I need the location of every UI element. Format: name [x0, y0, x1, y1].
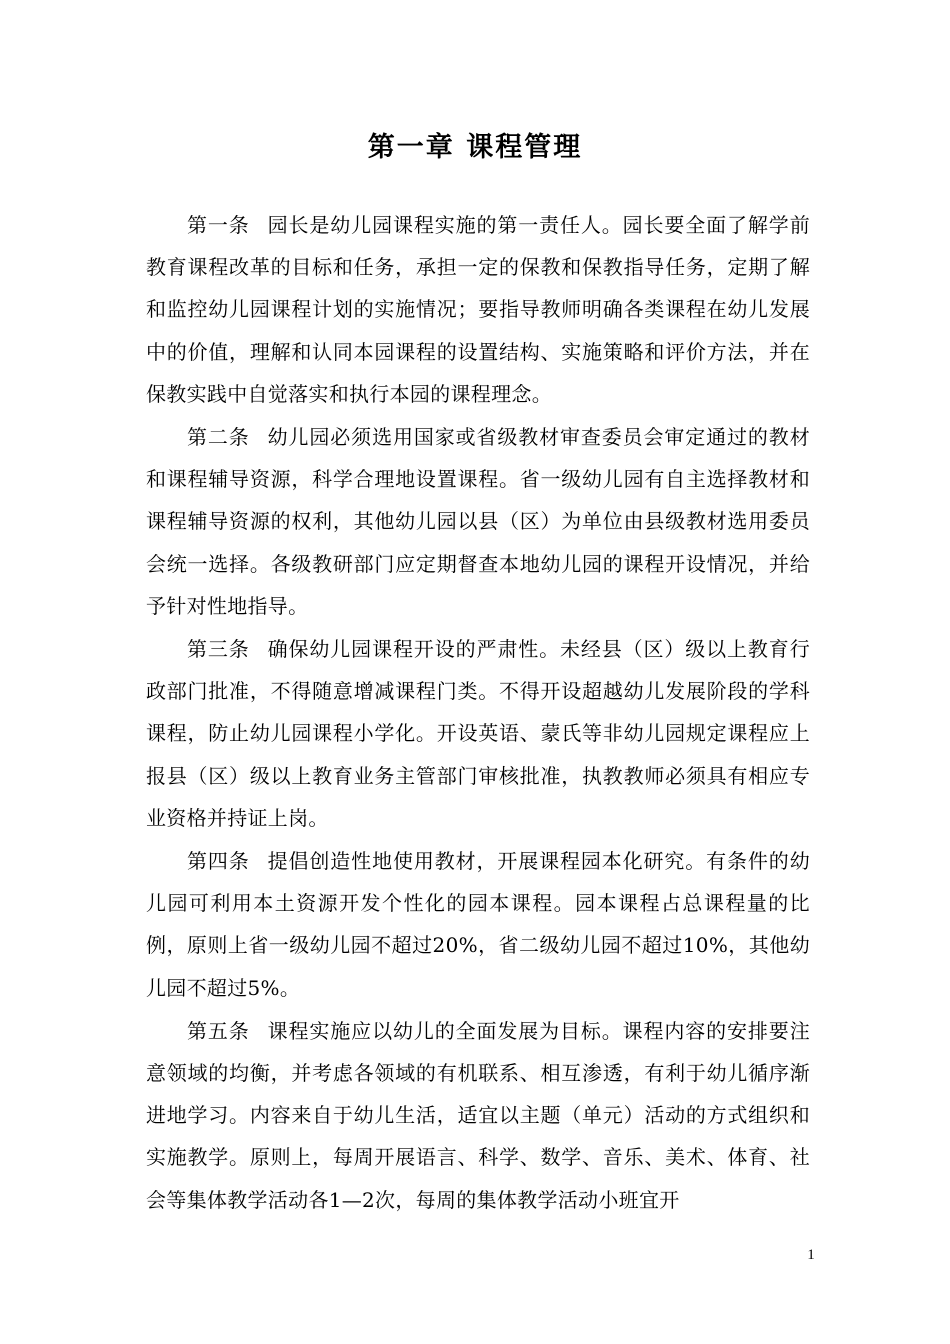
article-label: 第五条	[187, 1018, 250, 1043]
article-text: 幼儿园必须选用国家或省级教材审查委员会审定通过的教材和课程辅导资源，科学合理地设置课程。省一级幼儿园有自主选择教材和课程辅导资源的权利，其他幼儿园以县（区）为单位由县级教材选用委员会统一选择。各级教研部门应定期督查本地幼儿园的课程开设情况，并给予针对性地指导。	[146, 425, 810, 618]
article-label: 第一条	[187, 213, 250, 237]
body-text	[146, 204, 810, 1222]
article-text: 园长是幼儿园课程实施的第一责任人。园长要全面了解学前教育课程改革的目标和任务，承担一定的保教和保教指导任务，定期了解和监控幼儿园课程计划的实施情况；要指导教师明确各类课程在幼儿发展中的价值，理解和认同本园课程的设置结构、实施策略和评价方法，并在保教实践中自觉落实和执行本园的课程理念。	[146, 213, 810, 406]
article-label: 第二条	[187, 425, 250, 450]
article-text: 课程实施应以幼儿的全面发展为目标。课程内容的安排要注意领域的均衡，并考虑各领域的有机联系、相互渗透，有利于幼儿循序渐进地学习。内容来自于幼儿生活，适宜以主题（单元）活动的方式组织和实施教学。原则上，每周开展语言、科学、数学、音乐、美术、体育、社会等集体教学活动各1—2次，每周的集体教学活动小班宜开	[146, 1018, 810, 1212]
article-label: 第四条	[187, 849, 250, 874]
chapter-title: 第一章 课程管理	[367, 132, 583, 163]
article-5	[146, 1010, 810, 1221]
article-4	[146, 840, 810, 1009]
article-1	[146, 204, 810, 415]
article-label: 第三条	[187, 637, 250, 662]
article-text: 提倡创造性地使用教材，开展课程园本化研究。有条件的幼儿园可利用本土资源开发个性化的园本课程。园本课程占总课程量的比例，原则上省一级幼儿园不超过20%，省二级幼儿园不超过10%，其他幼儿园不超过5%。	[146, 849, 810, 1000]
page-number: 1	[807, 1247, 815, 1263]
article-2	[146, 416, 810, 627]
article-text: 确保幼儿园课程开设的严肃性。未经县（区）级以上教育行政部门批准，不得随意增减课程门类。不得开设超越幼儿发展阶段的学科课程，防止幼儿园课程小学化。开设英语、蒙氏等非幼儿园规定课程应上报县（区）级以上教育业务主管部门审核批准，执教教师必须具有相应专业资格并持证上岗。	[146, 637, 810, 830]
article-3	[146, 628, 810, 839]
